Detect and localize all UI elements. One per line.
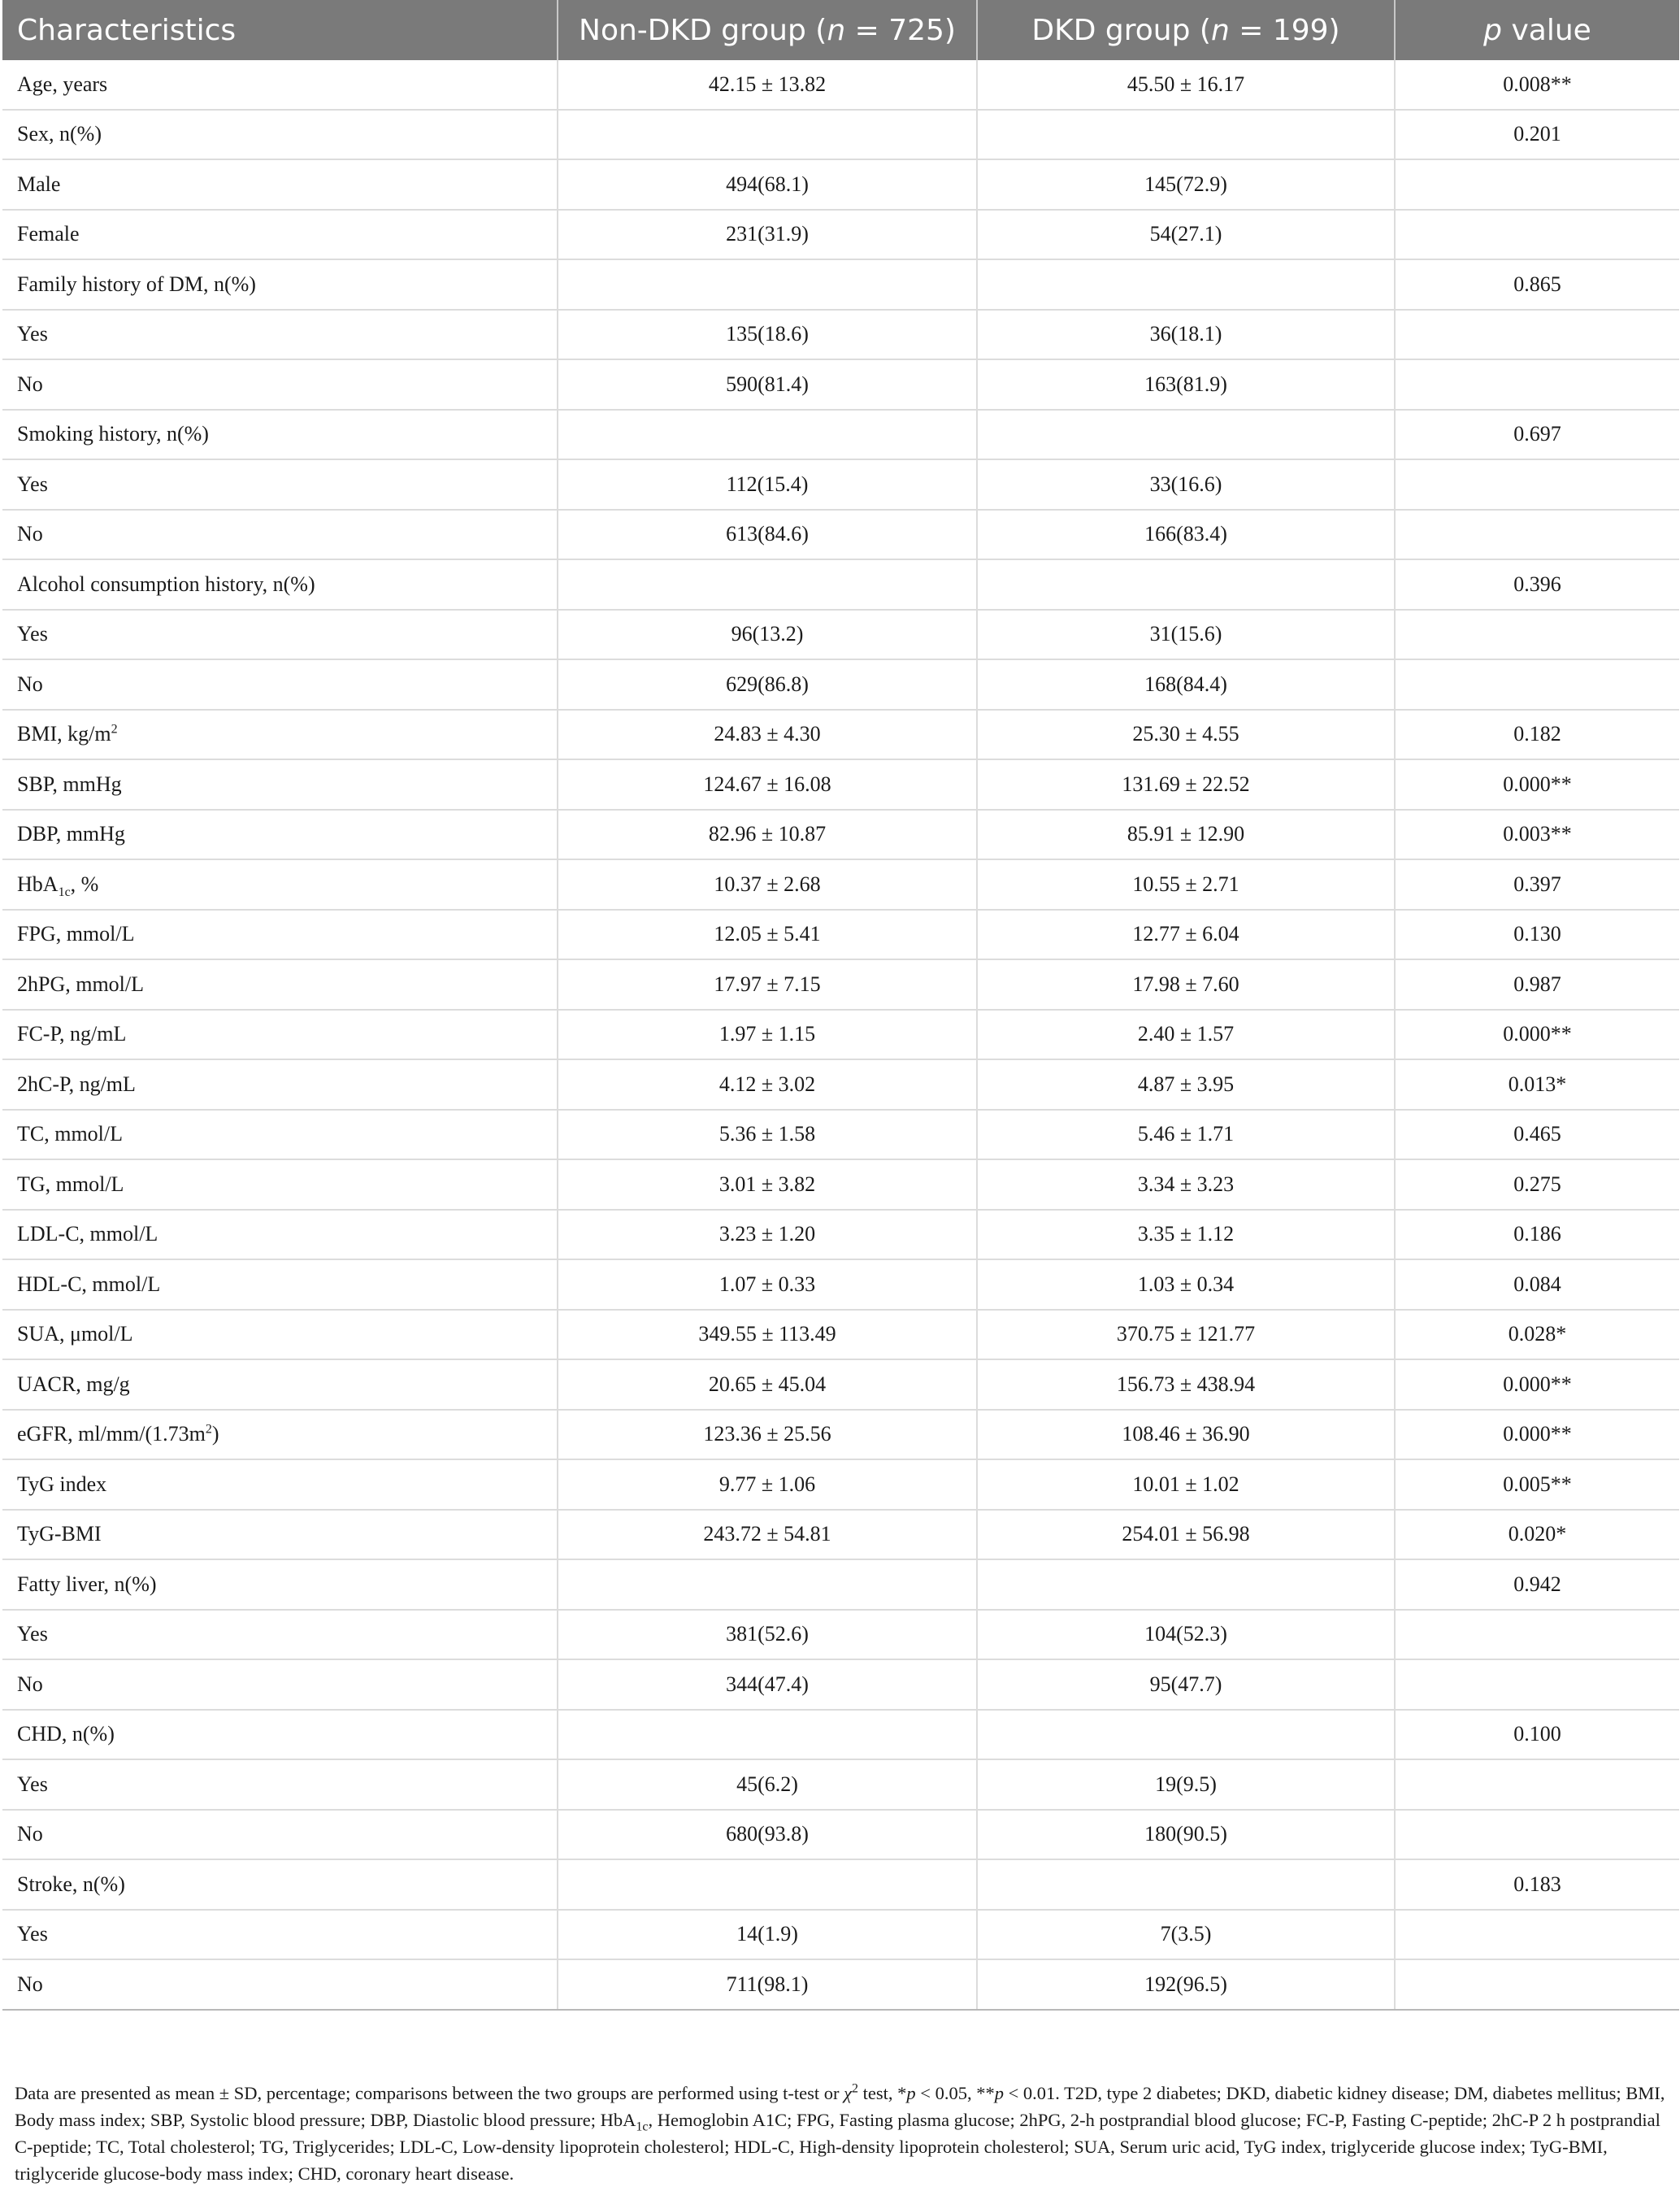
cell-p-value: 0.465 <box>1395 1110 1679 1160</box>
cell-non-dkd: 3.01 ± 3.82 <box>558 1159 977 1210</box>
cell-non-dkd: 613(84.6) <box>558 510 977 560</box>
row-label <box>2 610 558 660</box>
cell-non-dkd: 1.97 ± 1.15 <box>558 1010 977 1060</box>
cell-dkd <box>977 559 1395 610</box>
cell-p-value: 0.987 <box>1395 959 1679 1010</box>
row-label <box>2 1959 558 2010</box>
row-label-text: HDL-C, mmol/L <box>17 1272 161 1296</box>
table-row <box>2 1259 1679 1310</box>
cell-p-value <box>1395 1759 1679 1810</box>
table-header <box>2 0 1679 60</box>
header-italic: n <box>1210 13 1230 47</box>
footnote-segment: < 0.05, ** <box>915 2083 995 2103</box>
row-label-text: Sex, n(%) <box>17 122 102 146</box>
cell-dkd <box>977 1859 1395 1910</box>
cell-p-value: 0.697 <box>1395 410 1679 460</box>
row-label-text: No <box>17 522 43 546</box>
row-label <box>2 1359 558 1410</box>
cell-non-dkd <box>558 410 977 460</box>
cell-p-value: 0.130 <box>1395 910 1679 960</box>
row-label <box>2 410 558 460</box>
cell-p-value <box>1395 1910 1679 1960</box>
row-label <box>2 210 558 260</box>
row-label-text: TC, mmol/L <box>17 1122 123 1146</box>
cell-non-dkd: 243.72 ± 54.81 <box>558 1510 977 1560</box>
table-row <box>2 659 1679 710</box>
header-row <box>2 0 1679 60</box>
cell-dkd <box>977 110 1395 160</box>
row-label-superscript: 2 <box>111 722 118 737</box>
cell-p-value: 0.000** <box>1395 1010 1679 1060</box>
row-label <box>2 1659 558 1710</box>
row-label <box>2 310 558 360</box>
table-row <box>2 1510 1679 1560</box>
table-footnote <box>15 2080 1673 2187</box>
header-p-value <box>1395 0 1679 60</box>
cell-dkd: 168(84.4) <box>977 659 1395 710</box>
cell-dkd: 33(16.6) <box>977 459 1395 510</box>
table-row <box>2 210 1679 260</box>
cell-non-dkd <box>558 110 977 160</box>
row-label-text: CHD, n(%) <box>17 1722 115 1746</box>
row-label-text: Yes <box>17 622 48 646</box>
header-post: = 199) <box>1229 13 1340 47</box>
row-label <box>2 259 558 310</box>
cell-non-dkd: 680(93.8) <box>558 1810 977 1860</box>
footnote-segment: < 0.01. T2D, type 2 diabetes; DKD, diabetic kidney disease; DM, diabetes mellitus; BMI, Body mass index; SBP, Systolic blood pressure; DBP, Diastolic blood pressure; HbA <box>15 2083 1665 2130</box>
row-label <box>2 559 558 610</box>
row-label <box>2 1159 558 1210</box>
cell-dkd: 95(47.7) <box>977 1659 1395 1710</box>
cell-p-value <box>1395 359 1679 410</box>
cell-dkd: 2.40 ± 1.57 <box>977 1010 1395 1060</box>
row-label <box>2 359 558 410</box>
footnote-segment: 1c <box>636 2120 649 2134</box>
cell-non-dkd: 17.97 ± 7.15 <box>558 959 977 1010</box>
cell-non-dkd: 20.65 ± 45.04 <box>558 1359 977 1410</box>
row-label <box>2 510 558 560</box>
cell-dkd: 85.91 ± 12.90 <box>977 810 1395 860</box>
table-row <box>2 859 1679 910</box>
cell-non-dkd: 42.15 ± 13.82 <box>558 60 977 110</box>
cell-p-value: 0.020* <box>1395 1510 1679 1560</box>
row-label <box>2 859 558 910</box>
footnote-segment: 2 <box>852 2081 859 2096</box>
row-label-text: No <box>17 372 43 396</box>
row-label-text: 2hPG, mmol/L <box>17 972 145 996</box>
row-label <box>2 110 558 160</box>
cell-p-value: 0.000** <box>1395 1410 1679 1460</box>
cell-dkd: 54(27.1) <box>977 210 1395 260</box>
cell-p-value: 0.396 <box>1395 559 1679 610</box>
cell-p-value <box>1395 1610 1679 1660</box>
cell-dkd <box>977 259 1395 310</box>
header-non-dkd-group <box>558 0 977 60</box>
row-label <box>2 1259 558 1310</box>
row-label <box>2 1610 558 1660</box>
header-dkd-group <box>977 0 1395 60</box>
row-label-suffix: , % <box>70 872 99 896</box>
cell-dkd <box>977 410 1395 460</box>
cell-dkd: 3.35 ± 1.12 <box>977 1210 1395 1260</box>
cell-non-dkd <box>558 1859 977 1910</box>
cell-p-value: 0.182 <box>1395 710 1679 760</box>
cell-dkd: 104(52.3) <box>977 1610 1395 1660</box>
row-label-text: HbA <box>17 872 59 896</box>
row-label <box>2 1010 558 1060</box>
characteristics-table <box>2 0 1679 2011</box>
row-label-text: Yes <box>17 1772 48 1796</box>
row-label <box>2 1510 558 1560</box>
footnote-segment: test, * <box>858 2083 907 2103</box>
cell-non-dkd: 1.07 ± 0.33 <box>558 1259 977 1310</box>
row-label-text: No <box>17 1972 43 1996</box>
row-label-text: TG, mmol/L <box>17 1172 124 1196</box>
row-label-text: Male <box>17 172 61 196</box>
table-row <box>2 1010 1679 1060</box>
table-row <box>2 1159 1679 1210</box>
table-row <box>2 759 1679 810</box>
row-label-text: Fatty liver, n(%) <box>17 1572 157 1596</box>
row-label-text: Smoking history, n(%) <box>17 422 209 446</box>
row-label <box>2 1410 558 1460</box>
table-row <box>2 1210 1679 1260</box>
cell-p-value <box>1395 659 1679 710</box>
table-row <box>2 359 1679 410</box>
cell-p-value: 0.013* <box>1395 1059 1679 1110</box>
header-characteristics <box>2 0 558 60</box>
cell-dkd: 370.75 ± 121.77 <box>977 1310 1395 1360</box>
cell-p-value: 0.000** <box>1395 759 1679 810</box>
cell-p-value: 0.183 <box>1395 1859 1679 1910</box>
row-label <box>2 759 558 810</box>
row-label <box>2 1759 558 1810</box>
table-row <box>2 1310 1679 1360</box>
cell-dkd: 108.46 ± 36.90 <box>977 1410 1395 1460</box>
table-row <box>2 959 1679 1010</box>
table-row <box>2 810 1679 860</box>
table-row <box>2 559 1679 610</box>
row-label <box>2 1459 558 1510</box>
row-label <box>2 1710 558 1760</box>
row-label <box>2 710 558 760</box>
cell-dkd <box>977 1559 1395 1610</box>
row-label-text: UACR, mg/g <box>17 1372 130 1396</box>
cell-non-dkd <box>558 1710 977 1760</box>
cell-dkd: 45.50 ± 16.17 <box>977 60 1395 110</box>
table-row <box>2 310 1679 360</box>
table-body <box>2 60 1679 2010</box>
row-label-text: FC-P, ng/mL <box>17 1022 127 1046</box>
cell-p-value <box>1395 510 1679 560</box>
row-label <box>2 810 558 860</box>
cell-non-dkd: 112(15.4) <box>558 459 977 510</box>
table-row <box>2 1959 1679 2010</box>
footnote-segment: Data are presented as mean ± SD, percentage; comparisons between the two groups are performed using t-test or <box>15 2083 844 2103</box>
row-label-text: SUA, μmol/L <box>17 1322 133 1346</box>
row-label <box>2 1810 558 1860</box>
header-post: value <box>1502 13 1591 47</box>
row-label-text: Female <box>17 222 80 246</box>
row-label-text: FPG, mmol/L <box>17 922 135 946</box>
cell-dkd: 10.01 ± 1.02 <box>977 1459 1395 1510</box>
cell-non-dkd: 381(52.6) <box>558 1610 977 1660</box>
table-row <box>2 910 1679 960</box>
cell-non-dkd: 10.37 ± 2.68 <box>558 859 977 910</box>
cell-non-dkd: 82.96 ± 10.87 <box>558 810 977 860</box>
cell-non-dkd: 231(31.9) <box>558 210 977 260</box>
cell-dkd: 31(15.6) <box>977 610 1395 660</box>
table-row <box>2 1610 1679 1660</box>
cell-dkd: 12.77 ± 6.04 <box>977 910 1395 960</box>
row-label-subscript: 1c <box>58 885 71 899</box>
row-label <box>2 1910 558 1960</box>
row-label <box>2 959 558 1010</box>
cell-non-dkd: 124.67 ± 16.08 <box>558 759 977 810</box>
cell-dkd: 3.34 ± 3.23 <box>977 1159 1395 1210</box>
header-label: Characteristics <box>17 13 237 47</box>
cell-p-value: 0.865 <box>1395 259 1679 310</box>
table-row <box>2 1410 1679 1460</box>
row-label <box>2 910 558 960</box>
cell-dkd: 254.01 ± 56.98 <box>977 1510 1395 1560</box>
cell-p-value: 0.008** <box>1395 60 1679 110</box>
cell-dkd <box>977 1710 1395 1760</box>
table-row <box>2 1559 1679 1610</box>
footnote-segment: χ <box>844 2083 853 2103</box>
cell-non-dkd: 24.83 ± 4.30 <box>558 710 977 760</box>
row-label-text: Stroke, n(%) <box>17 1872 125 1896</box>
cell-dkd: 7(3.5) <box>977 1910 1395 1960</box>
cell-non-dkd: 9.77 ± 1.06 <box>558 1459 977 1510</box>
row-label-text: No <box>17 1822 43 1846</box>
cell-p-value: 0.942 <box>1395 1559 1679 1610</box>
row-label-text: Yes <box>17 1922 48 1946</box>
cell-p-value: 0.397 <box>1395 859 1679 910</box>
table-row <box>2 1359 1679 1410</box>
cell-p-value: 0.100 <box>1395 1710 1679 1760</box>
row-label <box>2 159 558 210</box>
cell-p-value: 0.028* <box>1395 1310 1679 1360</box>
row-label <box>2 1859 558 1910</box>
row-label <box>2 1059 558 1110</box>
cell-dkd: 156.73 ± 438.94 <box>977 1359 1395 1410</box>
cell-non-dkd: 123.36 ± 25.56 <box>558 1410 977 1460</box>
cell-p-value <box>1395 459 1679 510</box>
cell-dkd: 17.98 ± 7.60 <box>977 959 1395 1010</box>
row-label <box>2 1110 558 1160</box>
row-label <box>2 1559 558 1610</box>
cell-dkd: 19(9.5) <box>977 1759 1395 1810</box>
table-row <box>2 1659 1679 1710</box>
table-row <box>2 259 1679 310</box>
table-row <box>2 1710 1679 1760</box>
header-italic: p <box>1483 13 1503 47</box>
row-label-superscript: 2 <box>205 1422 212 1437</box>
cell-dkd: 36(18.1) <box>977 310 1395 360</box>
cell-non-dkd: 14(1.9) <box>558 1910 977 1960</box>
cell-non-dkd: 3.23 ± 1.20 <box>558 1210 977 1260</box>
cell-non-dkd: 4.12 ± 3.02 <box>558 1059 977 1110</box>
row-label <box>2 60 558 110</box>
row-label-text: Alcohol consumption history, n(%) <box>17 572 315 596</box>
cell-p-value <box>1395 1959 1679 2010</box>
cell-non-dkd <box>558 559 977 610</box>
table-row <box>2 710 1679 760</box>
cell-p-value <box>1395 1659 1679 1710</box>
cell-dkd: 10.55 ± 2.71 <box>977 859 1395 910</box>
cell-dkd: 192(96.5) <box>977 1959 1395 2010</box>
row-label <box>2 459 558 510</box>
table-row <box>2 610 1679 660</box>
table-row <box>2 459 1679 510</box>
cell-non-dkd <box>558 259 977 310</box>
row-label-text: Yes <box>17 322 48 346</box>
cell-non-dkd: 45(6.2) <box>558 1759 977 1810</box>
cell-p-value: 0.201 <box>1395 110 1679 160</box>
table-row <box>2 1110 1679 1160</box>
row-label-suffix: ) <box>211 1422 219 1446</box>
cell-p-value: 0.275 <box>1395 1159 1679 1210</box>
cell-non-dkd: 96(13.2) <box>558 610 977 660</box>
table-row <box>2 60 1679 110</box>
cell-p-value <box>1395 610 1679 660</box>
table-row <box>2 1810 1679 1860</box>
cell-p-value: 0.003** <box>1395 810 1679 860</box>
row-label-text: DBP, mmHg <box>17 822 125 846</box>
header-italic: n <box>827 13 846 47</box>
table-row <box>2 1059 1679 1110</box>
row-label-text: LDL-C, mmol/L <box>17 1222 158 1246</box>
row-label <box>2 1210 558 1260</box>
cell-p-value: 0.000** <box>1395 1359 1679 1410</box>
cell-dkd: 163(81.9) <box>977 359 1395 410</box>
row-label-text: TyG index <box>17 1472 107 1496</box>
cell-non-dkd <box>558 1559 977 1610</box>
table-row <box>2 1759 1679 1810</box>
header-pre: Non-DKD group ( <box>579 13 827 47</box>
row-label-text: Family history of DM, n(%) <box>17 272 256 296</box>
cell-non-dkd: 344(47.4) <box>558 1659 977 1710</box>
row-label-text: BMI, kg/m <box>17 722 111 746</box>
header-pre: DKD group ( <box>1031 13 1211 47</box>
cell-non-dkd: 590(81.4) <box>558 359 977 410</box>
cell-non-dkd: 494(68.1) <box>558 159 977 210</box>
row-label-text: Yes <box>17 1622 48 1646</box>
cell-non-dkd: 711(98.1) <box>558 1959 977 2010</box>
row-label-text: No <box>17 1672 43 1696</box>
row-label-text: Age, years <box>17 72 108 96</box>
cell-non-dkd: 349.55 ± 113.49 <box>558 1310 977 1360</box>
row-label <box>2 1310 558 1360</box>
cell-p-value <box>1395 1810 1679 1860</box>
cell-p-value: 0.186 <box>1395 1210 1679 1260</box>
row-label-text: eGFR, ml/mm/(1.73m <box>17 1422 206 1446</box>
cell-p-value: 0.084 <box>1395 1259 1679 1310</box>
cell-dkd: 4.87 ± 3.95 <box>977 1059 1395 1110</box>
table-row <box>2 510 1679 560</box>
row-label <box>2 659 558 710</box>
table-row <box>2 110 1679 160</box>
cell-dkd: 5.46 ± 1.71 <box>977 1110 1395 1160</box>
row-label-text: 2hC-P, ng/mL <box>17 1072 136 1096</box>
cell-p-value <box>1395 210 1679 260</box>
cell-p-value <box>1395 310 1679 360</box>
header-post: = 725) <box>845 13 956 47</box>
cell-dkd: 25.30 ± 4.55 <box>977 710 1395 760</box>
footnote-segment: p <box>994 2083 1004 2103</box>
row-label-text: No <box>17 672 43 696</box>
cell-non-dkd: 5.36 ± 1.58 <box>558 1110 977 1160</box>
cell-p-value <box>1395 159 1679 210</box>
cell-non-dkd: 629(86.8) <box>558 659 977 710</box>
cell-dkd: 131.69 ± 22.52 <box>977 759 1395 810</box>
cell-dkd: 180(90.5) <box>977 1810 1395 1860</box>
table-row <box>2 1459 1679 1510</box>
footnote-segment: p <box>906 2083 916 2103</box>
cell-p-value: 0.005** <box>1395 1459 1679 1510</box>
row-label-text: TyG-BMI <box>17 1522 102 1546</box>
cell-dkd: 145(72.9) <box>977 159 1395 210</box>
table-row <box>2 159 1679 210</box>
row-label-text: SBP, mmHg <box>17 772 122 796</box>
table-row <box>2 410 1679 460</box>
table-row <box>2 1910 1679 1960</box>
cell-non-dkd: 12.05 ± 5.41 <box>558 910 977 960</box>
cell-dkd: 1.03 ± 0.34 <box>977 1259 1395 1310</box>
cell-non-dkd: 135(18.6) <box>558 310 977 360</box>
table-row <box>2 1859 1679 1910</box>
cell-dkd: 166(83.4) <box>977 510 1395 560</box>
footnote-segment: , Hemoglobin A1C; FPG, Fasting plasma glucose; 2hPG, 2-h postprandial blood glucose; FC-P, Fasting C-peptide; 2hC-P 2 h postprandial C-peptide; TC, Total cholesterol; TG, Triglycerides; LDL-C, Low-density lipoprotein cholesterol; HDL-C, High-density lipoprotein cholesterol; SUA, Serum uric acid, TyG index, triglyceride glucose index; TyG-BMI, triglyceride glucose-body mass index; CHD, coronary heart disease. <box>15 2110 1660 2184</box>
row-label-text: Yes <box>17 472 48 496</box>
